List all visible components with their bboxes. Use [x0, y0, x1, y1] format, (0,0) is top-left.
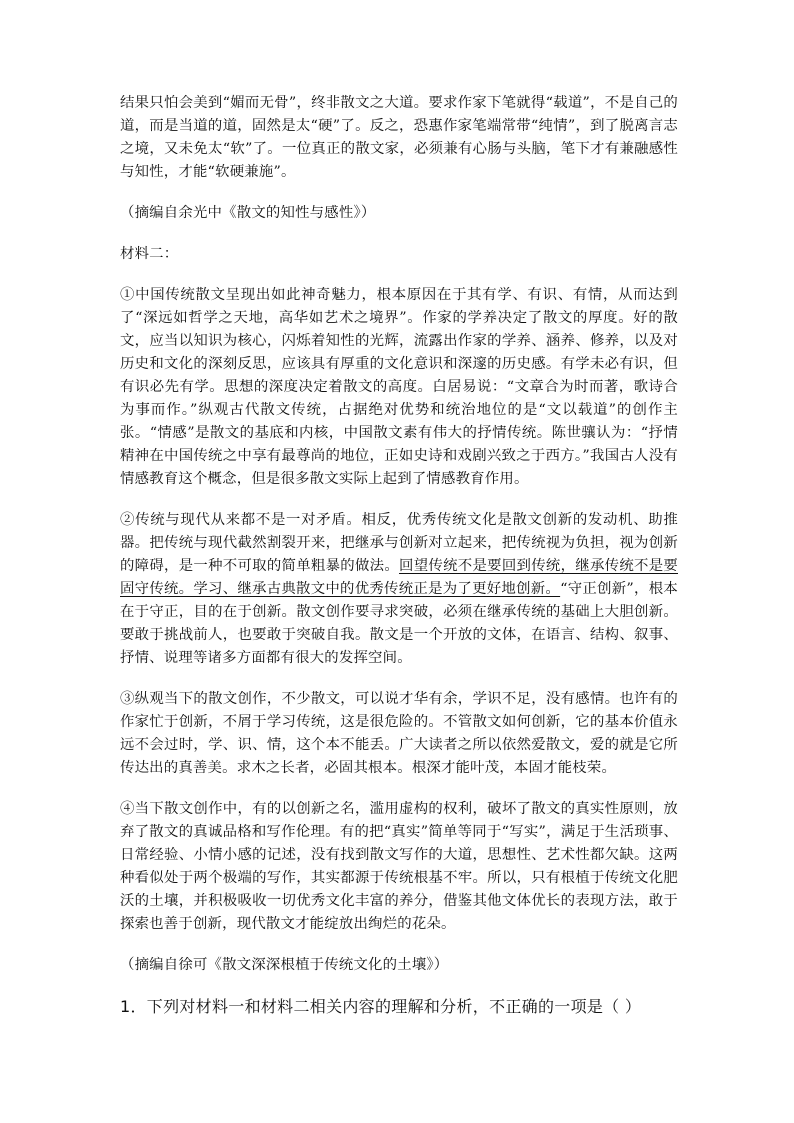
document-body — [120, 92, 678, 1035]
question-1: 1．下列对材料一和材料二相关内容的理解和分析，不正确的一项是（ ） — [120, 997, 642, 1016]
paragraph-2-text-a: ②传统与现代从来都不是一对矛盾。相反，优秀传统文化是散文创新的发动机、助推器。把传统与现代截然割裂开来，把继承与创新对立起来，把传统视为负担，视为创新的障碍，是一种不可取的简单粗暴的做法。 — [120, 512, 678, 574]
source-citation-2: （摘编自徐可《散文深深根植于传统文化的土壤》） — [120, 957, 449, 973]
paragraph-2-underlined-text: 回望传统不是要回到传统，继承传统不是要固守传统。学习、继承古典散文中的优秀传统正是为了更好地创新。 — [120, 558, 678, 597]
source-citation-1: （摘编自余光中《散文的知性与感性》） — [120, 205, 376, 221]
paragraph-1: ①中国传统散文呈现出如此神奇魅力，根本原因在于其有学、有识、有情，从而达到了“深远如哲学之天地，高华如艺术之境界”。作家的学养决定了散文的厚度。好的散文，应当以知识为核心，闪烁着知性的光辉，流露出作家的学养、涵养、修养，以及对历史和文化的深刻反思，应该具有厚重的文化意识和深邃的历史感。有学未必有识，但有识必先有学。思想的深度决定着散文的高度。白居易说：“文章合为时而著，歌诗合为事而作。”纵观古代散文传统，占据绝对优势和统治地位的是“文以载道”的创作主张。“情感”是散文的基底和内核，中国散文素有伟大的抒情传统。陈世骧认为：“抒情精神在中国传统之中享有最尊尚的地位，正如史诗和戏剧兴致之于西方。”我国古人没有情感教育这个概念，但是很多散文实际上起到了情感教育作用。 — [120, 287, 678, 487]
material-2-label: 材料二： — [120, 246, 179, 262]
paragraph-2-text-b: “守正创新”，根本在于守正，目的在于创新。散文创作要寻求突破，必须在继承传统的基础上大胆创新。要敢于挑战前人，也要敢于突破自我。散文是一个开放的文体，在语言、结构、叙事、抒情、说理等诸多方面都有很大的发挥空间。 — [120, 581, 678, 666]
paragraph-4: ④当下散文创作中，有的以创新之名，滥用虚构的权利，破坏了散文的真实性原则，放弃了散文的真诚品格和写作伦理。有的把“真实”简单等同于“写实”，满足于生活琐事、日常经验、小情小感的记述，没有找到散文写作的大道，思想性、艺术性都欠缺。这两种看似处于两个极端的写作，其实都源于传统根基不牢。所以，只有根植于传统文化肥沃的土壤，并积极吸收一切优秀文化丰富的养分，借鉴其他文体优长的表现方法，敢于探索也善于创新，现代散文才能绽放出绚烂的花朵。 — [120, 801, 678, 932]
paragraph-3: ③纵观当下的散文创作，不少散文，可以说才华有余，学识不足，没有感情。也许有的作家忙于创新，不屑于学习传统，这是很危险的。不管散文如何创新，它的基本价值永远不会过时，学、识、情，这个本不能丢。广大读者之所以依然爱散文，爱的就是它所传达出的真善美。求木之长者，必固其根本。根深才能叶茂，本固才能枝荣。 — [120, 691, 678, 776]
intro-paragraph: 结果只怕会美到“媚而无骨”，终非散文之大道。要求作家下笔就得“载道”，不是自己的道，而是当道的道，固然是太“硬”了。反之，恐惠作家笔端常带“纯情”，到了脱离言志之境，又未免太“软”了。一位真正的散文家，必须兼有心肠与头脑，笔下才有兼融感性与知性，才能“软硬兼施”。 — [120, 95, 678, 180]
paragraph-2 — [120, 509, 678, 670]
